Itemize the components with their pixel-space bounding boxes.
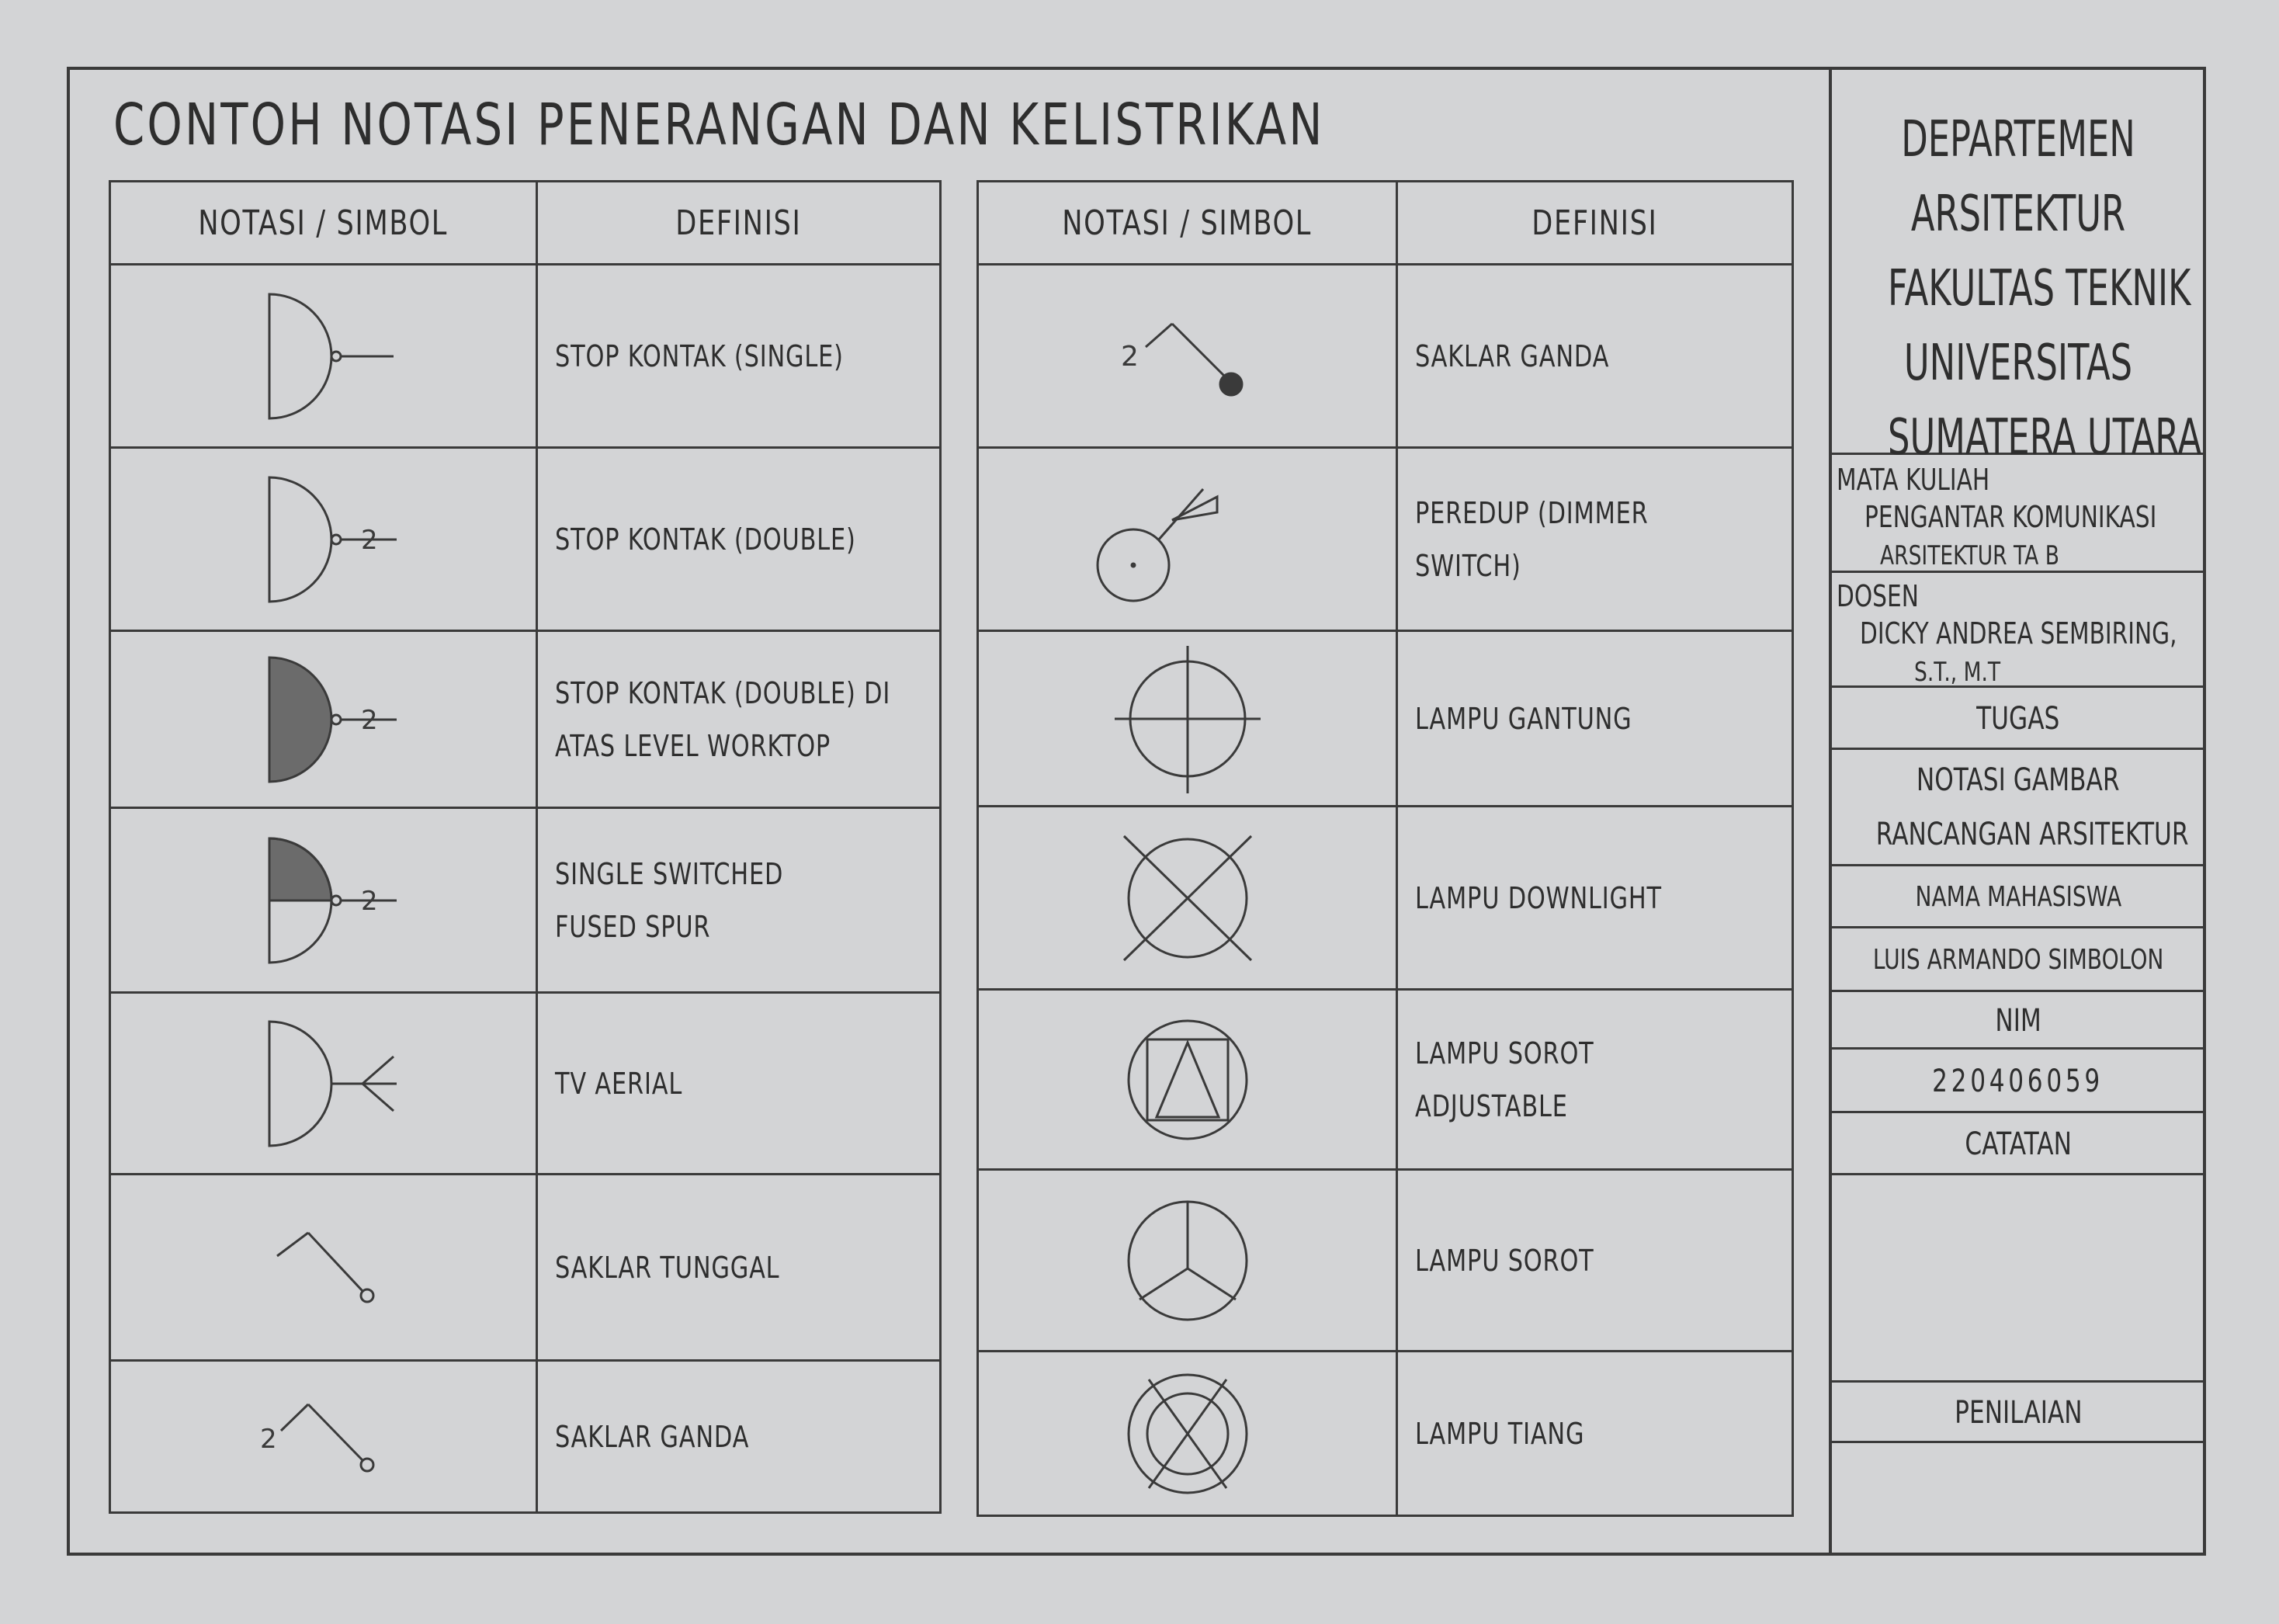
definition: LAMPU SOROT (1397, 1170, 1793, 1352)
table-row (978, 990, 1793, 1170)
definition: LAMPU DOWNLIGHT (1397, 807, 1793, 990)
lampu-gantung-icon (1110, 641, 1265, 796)
table-row (110, 808, 941, 993)
header-symbol: NOTASI / SIMBOL (978, 182, 1397, 265)
definition: LAMPU TIANG (1397, 1352, 1793, 1516)
nama-label: NAMA MAHASISWA (1832, 866, 2204, 928)
saklar-ganda-icon (238, 1383, 409, 1491)
table-row (110, 631, 941, 808)
table-row (110, 1175, 941, 1361)
lampu-tiang-icon (1118, 1364, 1257, 1504)
dosen-block: DOSEN DICKY ANDREA SEMBIRING, S.T., M.T (1832, 573, 2204, 688)
notation-table-right (976, 180, 1794, 1517)
catatan-label: CATATAN (1832, 1113, 2204, 1175)
table-row (978, 807, 1793, 990)
table-row (110, 993, 941, 1175)
nama-value: LUIS ARMANDO SIMBOLON (1832, 928, 2204, 992)
table-row (110, 448, 941, 631)
definition: STOP KONTAK (DOUBLE) DI ATAS LEVEL WORKTOP (537, 631, 941, 808)
header-symbol: NOTASI / SIMBOL (110, 182, 537, 265)
table-row (978, 265, 1793, 448)
dimmer-switch-icon (1087, 474, 1289, 606)
penilaian-label: PENILAIAN (1832, 1383, 2204, 1443)
nim-label: NIM (1832, 992, 2204, 1050)
definition: SAKLAR GANDA (1397, 265, 1793, 448)
definition: STOP KONTAK (DOUBLE) (537, 448, 941, 631)
table-row (978, 1352, 1793, 1516)
header-definition: DEFINISI (537, 182, 941, 265)
notation-table-left (109, 180, 942, 1514)
table-row (110, 1361, 941, 1513)
definition: SAKLAR TUNGGAL (537, 1175, 941, 1361)
catatan-area (1832, 1175, 2204, 1383)
lampu-sorot-icon (1118, 1191, 1257, 1331)
stop-kontak-double-icon (238, 474, 409, 606)
header-definition: DEFINISI (1397, 182, 1793, 265)
definition: TV AERIAL (537, 993, 941, 1175)
definition: SINGLE SWITCHED FUSED SPUR (537, 808, 941, 993)
mata-kuliah-block: MATA KULIAH PENGANTAR KOMUNIKASI ARSITEKTUR TA B (1832, 455, 2204, 573)
definition: LAMPU GANTUNG (1397, 631, 1793, 807)
table-row (110, 265, 941, 448)
definition: LAMPU SOROT ADJUSTABLE (1397, 990, 1793, 1170)
svg-text:2: 2 (360, 524, 378, 556)
page-title: CONTOH NOTASI PENERANGAN DAN KELISTRIKAN (113, 92, 1325, 158)
table-row (978, 631, 1793, 807)
tugas-block: NOTASI GAMBAR RANCANGAN ARSITEKTUR (1832, 750, 2204, 866)
saklar-tunggal-icon (238, 1213, 409, 1322)
table-row (978, 448, 1793, 631)
svg-text:2: 2 (1120, 340, 1139, 373)
department-block: DEPARTEMEN ARSITEKTUR FAKULTAS TEKNIK UNIVERSITAS SUMATERA UTARA (1832, 68, 2204, 455)
tugas-label: TUGAS (1832, 688, 2204, 750)
definition: STOP KONTAK (SINGLE) (537, 265, 941, 448)
switched-fused-spur-icon (238, 835, 409, 966)
definition: PEREDUP (DIMMER SWITCH) (1397, 448, 1793, 631)
svg-text:2: 2 (360, 885, 378, 917)
svg-text:2: 2 (259, 1423, 277, 1455)
title-block (1829, 68, 2204, 1553)
svg-text:2: 2 (360, 704, 378, 736)
lampu-downlight-icon (1110, 828, 1265, 968)
nim-value: 220406059 (1832, 1050, 2204, 1113)
stop-kontak-worktop-icon (238, 654, 409, 786)
table-row (978, 1170, 1793, 1352)
stop-kontak-single-icon (238, 290, 409, 422)
saklar-ganda-icon (1102, 302, 1273, 411)
lampu-sorot-adjustable-icon (1118, 1010, 1257, 1150)
definition: SAKLAR GANDA (537, 1361, 941, 1513)
tv-aerial-icon (238, 1018, 409, 1150)
